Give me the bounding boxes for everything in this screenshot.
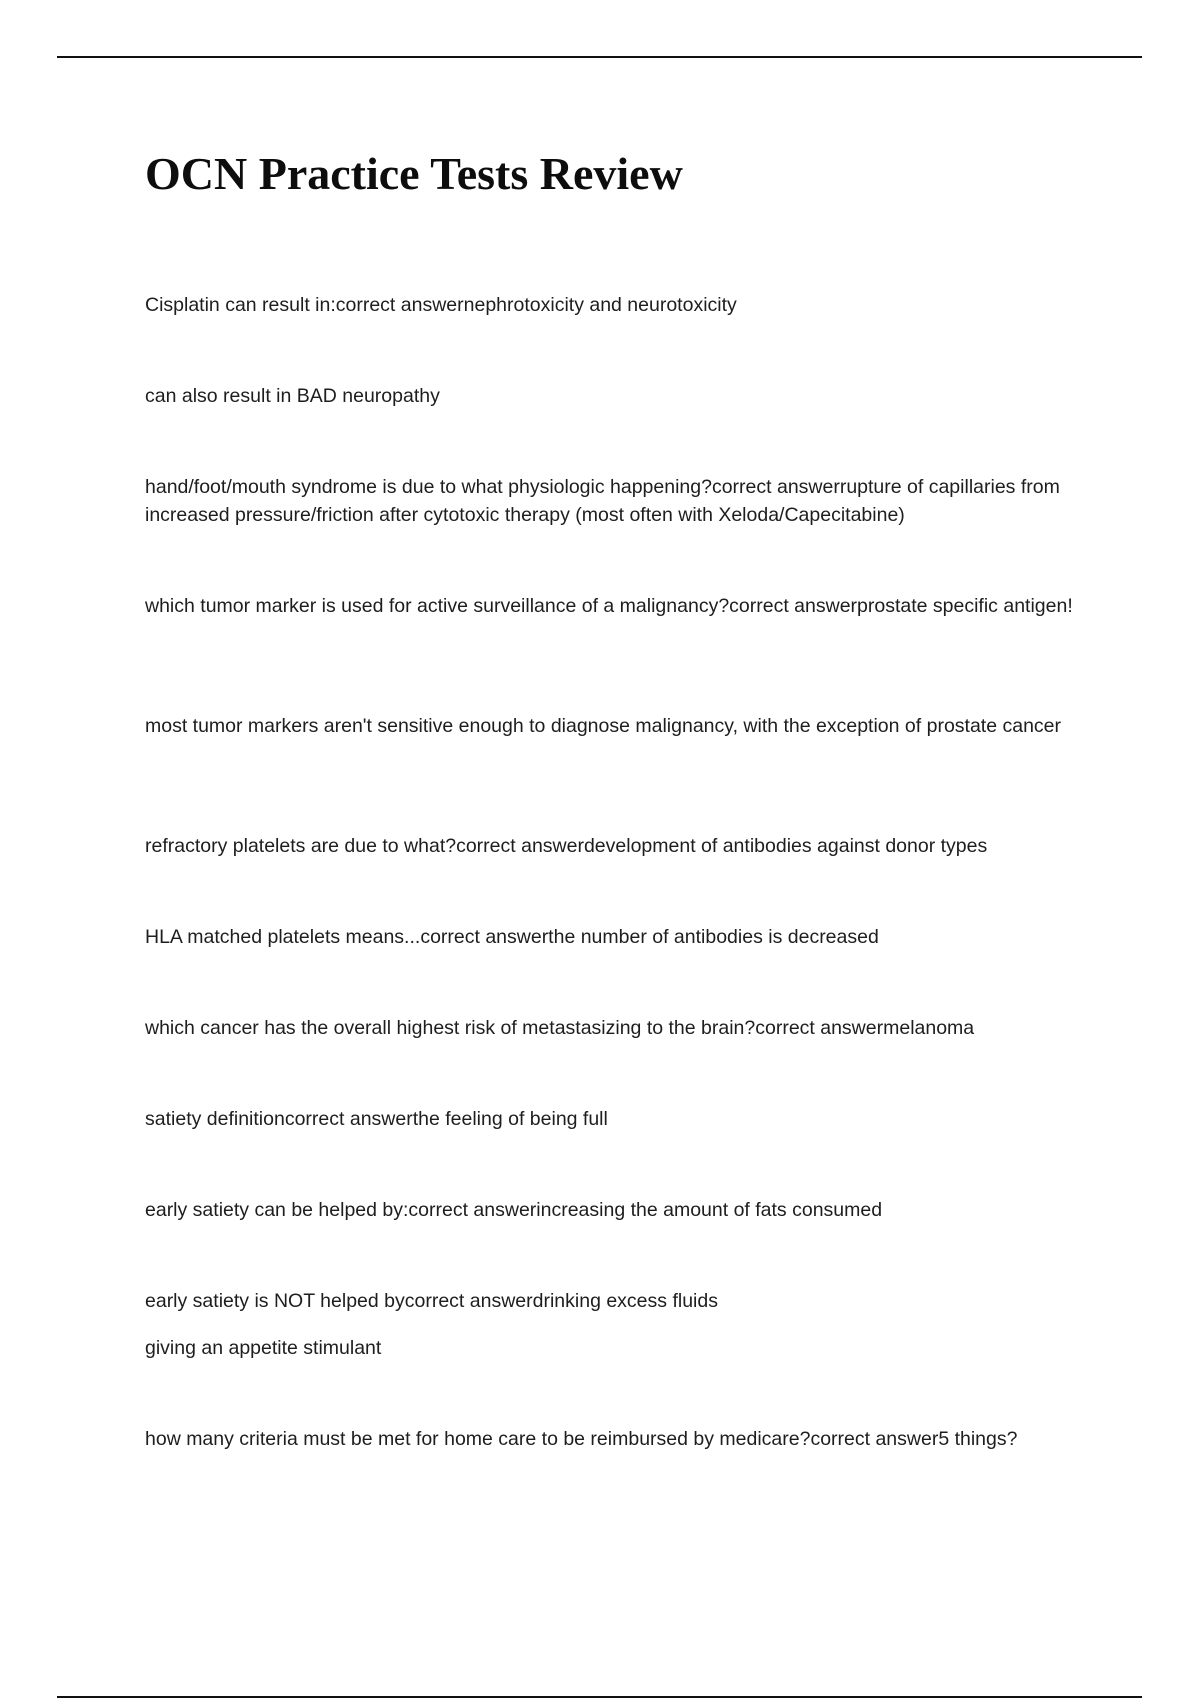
qa-entry bbox=[145, 1287, 1075, 1362]
qa-entry bbox=[145, 923, 1075, 951]
qa-text: HLA matched platelets means...correct answerthe number of antibodies is decreased bbox=[145, 926, 879, 948]
qa-entry bbox=[145, 1196, 1075, 1224]
qa-entry bbox=[145, 1014, 1075, 1042]
qa-text: most tumor markers aren't sensitive enough to diagnose malignancy, with the exception of prostate cancer bbox=[145, 715, 1062, 737]
qa-text-continued: giving an appetite stimulant bbox=[145, 1337, 382, 1359]
qa-entry bbox=[145, 592, 1075, 620]
qa-entry bbox=[145, 291, 1075, 319]
qa-text: hand/foot/mouth syndrome is due to what physiologic happening?correct answerrupture of capillaries from increased pressure/friction after cytotoxic therapy (most often with Xeloda/Capecitabine) bbox=[145, 476, 1060, 526]
document-title: OCN Practice Tests Review bbox=[145, 148, 683, 199]
qa-entry bbox=[145, 382, 1075, 410]
qa-text: satiety definitioncorrect answerthe feeling of being full bbox=[145, 1108, 608, 1130]
qa-entry bbox=[145, 1425, 1075, 1453]
qa-entry bbox=[145, 1105, 1075, 1133]
qa-text: which cancer has the overall highest risk of metastasizing to the brain?correct answermelanoma bbox=[145, 1017, 975, 1039]
header-rule bbox=[57, 56, 1142, 58]
qa-text: can also result in BAD neuropathy bbox=[145, 385, 440, 407]
qa-text: refractory platelets are due to what?correct answerdevelopment of antibodies against donor types bbox=[145, 835, 988, 857]
footer-rule bbox=[57, 1696, 1142, 1698]
qa-entry bbox=[145, 832, 1075, 860]
qa-entry bbox=[145, 712, 1075, 740]
qa-text: which tumor marker is used for active surveillance of a malignancy?correct answerprostate specific antigen! bbox=[145, 595, 1073, 617]
qa-entry bbox=[145, 473, 1075, 529]
qa-text: how many criteria must be met for home care to be reimbursed by medicare?correct answer5 things? bbox=[145, 1428, 1018, 1450]
qa-text: Cisplatin can result in:correct answernephrotoxicity and neurotoxicity bbox=[145, 294, 737, 316]
qa-text: early satiety can be helped by:correct answerincreasing the amount of fats consumed bbox=[145, 1199, 883, 1221]
qa-text: early satiety is NOT helped bycorrect answerdrinking excess fluids bbox=[145, 1290, 718, 1312]
